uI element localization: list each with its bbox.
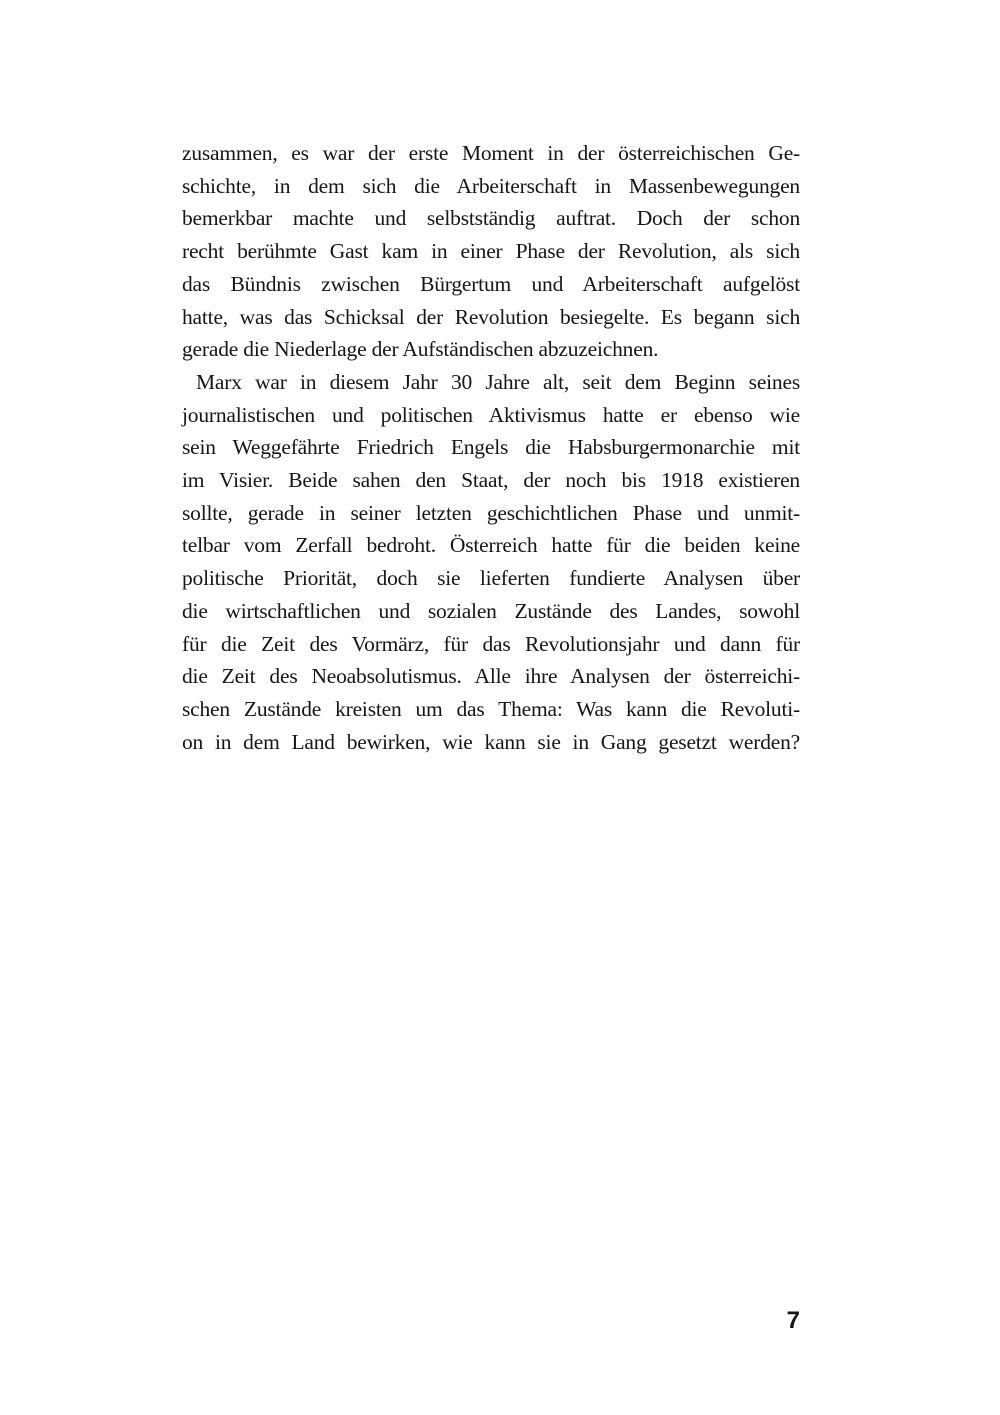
page-number: 7 (786, 1307, 800, 1334)
text-line: das Bündnis zwischen Bürgertum und Arbeiterschaft aufgelöst (182, 271, 800, 296)
text-line: politische Priorität, doch sie lieferten fundierte Analysen über (182, 566, 800, 591)
text-line: bemerkbar machte und selbstständig auftrat. Doch der schon (182, 206, 800, 231)
paragraph (182, 137, 800, 366)
text-line: gerade die Niederlage der Aufständischen abzuzeichnen. (182, 337, 659, 362)
body-text (182, 137, 800, 758)
text-line: journalistischen und politischen Aktivismus hatte er ebenso wie (182, 402, 800, 427)
text-line: on in dem Land bewirken, wie kann sie in Gang gesetzt werden? (182, 729, 800, 754)
text-line: für die Zeit des Vormärz, für das Revolutionsjahr und dann für (182, 631, 800, 656)
text-line: im Visier. Beide sahen den Staat, der noch bis 1918 existieren (182, 468, 800, 493)
paragraph (182, 366, 800, 758)
text-line: schichte, in dem sich die Arbeiterschaft in Massenbewegungen (182, 173, 800, 198)
text-line: hatte, was das Schicksal der Revolution besiegelte. Es begann sich (182, 304, 800, 329)
text-line: schen Zustände kreisten um das Thema: Was kann die Revoluti- (182, 696, 800, 721)
text-line: Marx war in diesem Jahr 30 Jahre alt, seit dem Beginn seines (196, 369, 800, 394)
text-line: telbar vom Zerfall bedroht. Österreich hatte für die beiden keine (182, 533, 800, 558)
text-line: recht berühmte Gast kam in einer Phase der Revolution, als sich (182, 239, 800, 264)
text-line: sollte, gerade in seiner letzten geschichtlichen Phase und unmit- (182, 500, 800, 525)
text-line: sein Weggefährte Friedrich Engels die Habsburgermonarchie mit (182, 435, 800, 460)
text-line: die wirtschaftlichen und sozialen Zustände des Landes, sowohl (182, 598, 800, 623)
text-line: die Zeit des Neoabsolutismus. Alle ihre Analysen der österreichi- (182, 664, 800, 689)
text-line: zusammen, es war der erste Moment in der österreichischen Ge- (182, 141, 800, 165)
